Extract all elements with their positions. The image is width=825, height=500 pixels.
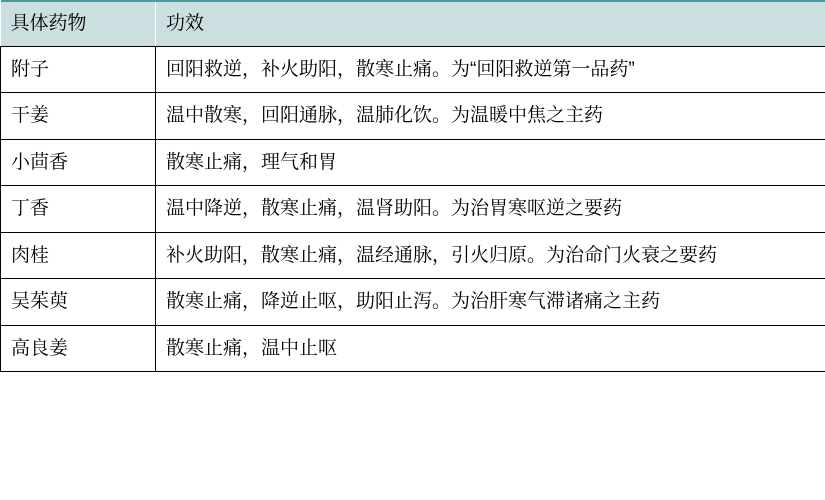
- drug-name-text: 小茴香: [11, 151, 69, 173]
- table-header-row: [1, 1, 825, 46]
- cell-effect: [156, 232, 825, 279]
- cell-effect: [156, 325, 825, 372]
- cell-drug-name: [1, 232, 156, 279]
- table-row: [1, 186, 825, 233]
- effect-text: 散寒止痛，理气和胃: [166, 151, 338, 173]
- table-row: [1, 46, 825, 93]
- cell-effect: [156, 46, 825, 93]
- cell-drug-name: [1, 279, 156, 326]
- table-row: [1, 93, 825, 140]
- effect-text: 温中降逆，散寒止痛，温肾助阳。为治胃寒呕逆之要药: [166, 198, 623, 220]
- cell-drug-name: [1, 325, 156, 372]
- table-header: [1, 1, 825, 46]
- cell-drug-name: [1, 139, 156, 186]
- effect-text: 散寒止痛，温中止呕: [166, 337, 338, 359]
- table-row: [1, 325, 825, 372]
- cell-drug-name: [1, 93, 156, 140]
- drug-name-text: 丁香: [11, 198, 50, 220]
- cell-effect: [156, 186, 825, 233]
- cell-effect: [156, 279, 825, 326]
- drug-name-text: 高良姜: [11, 337, 69, 359]
- effect-text: 温中散寒，回阳通脉，温肺化饮。为温暖中焦之主药: [166, 105, 604, 127]
- table-row: [1, 279, 825, 326]
- table-row: [1, 232, 825, 279]
- table-body: [1, 46, 825, 372]
- table-row: [1, 139, 825, 186]
- cell-drug-name: [1, 186, 156, 233]
- drug-name-text: 肉桂: [11, 244, 50, 266]
- cell-effect: [156, 93, 825, 140]
- drug-name-text: 干姜: [11, 105, 50, 127]
- cell-effect: [156, 139, 825, 186]
- column-header-drug-name: 具体药物: [1, 1, 156, 46]
- cell-drug-name: [1, 46, 156, 93]
- drug-name-text: 附子: [11, 58, 50, 80]
- effect-text: 散寒止痛，降逆止呕，助阳止泻。为治肝寒气滞诸痛之主药: [166, 291, 661, 313]
- column-header-effect: 功效: [156, 1, 825, 46]
- drug-name-text: 吴茱萸: [11, 291, 69, 313]
- effect-text: 补火助阳，散寒止痛，温经通脉，引火归原。为治命门火衰之要药: [166, 244, 718, 266]
- effect-text: 回阳救逆，补火助阳，散寒止痛。为“回阳救逆第一品药”: [166, 58, 635, 80]
